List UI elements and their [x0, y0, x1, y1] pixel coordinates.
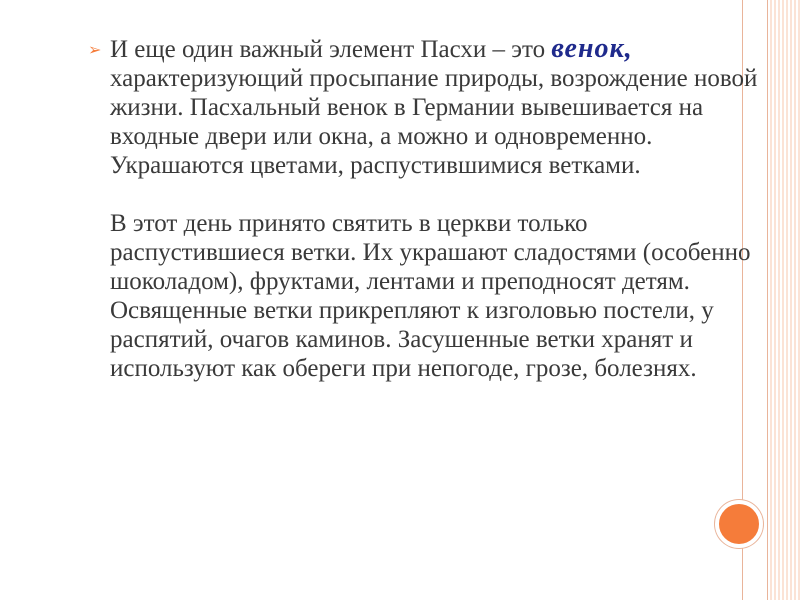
arrow-right-icon: ➢ [88, 40, 102, 59]
decorative-stripes [770, 0, 800, 600]
paragraph-1-end: характеризующий просыпание природы, возрождение новой жизни. Пасхальный венок в Германии вывешивается на входные двери или окна, а можно и одновременно. Украшаются цветами, распустившимися ветками. [110, 65, 758, 179]
paragraph-1 [110, 34, 758, 180]
paragraph-1-start: И еще один важный элемент Пасхи – это [110, 36, 552, 63]
paragraph-2: В этот день принято святить в церкви только распустившиеся ветки. Их украшают сладостями (особенно шоколадом), фруктами, лентами и преподносят детям. Освященные ветки прикрепляют к изголовью постели, у распятий, очагов каминов. Засушенные ветки хранят и используют как обереги при непогоде, грозе, болезнях. [110, 210, 751, 382]
highlight-word: венок, [551, 33, 633, 64]
slide-body [88, 34, 758, 383]
decorative-circle [715, 500, 763, 548]
